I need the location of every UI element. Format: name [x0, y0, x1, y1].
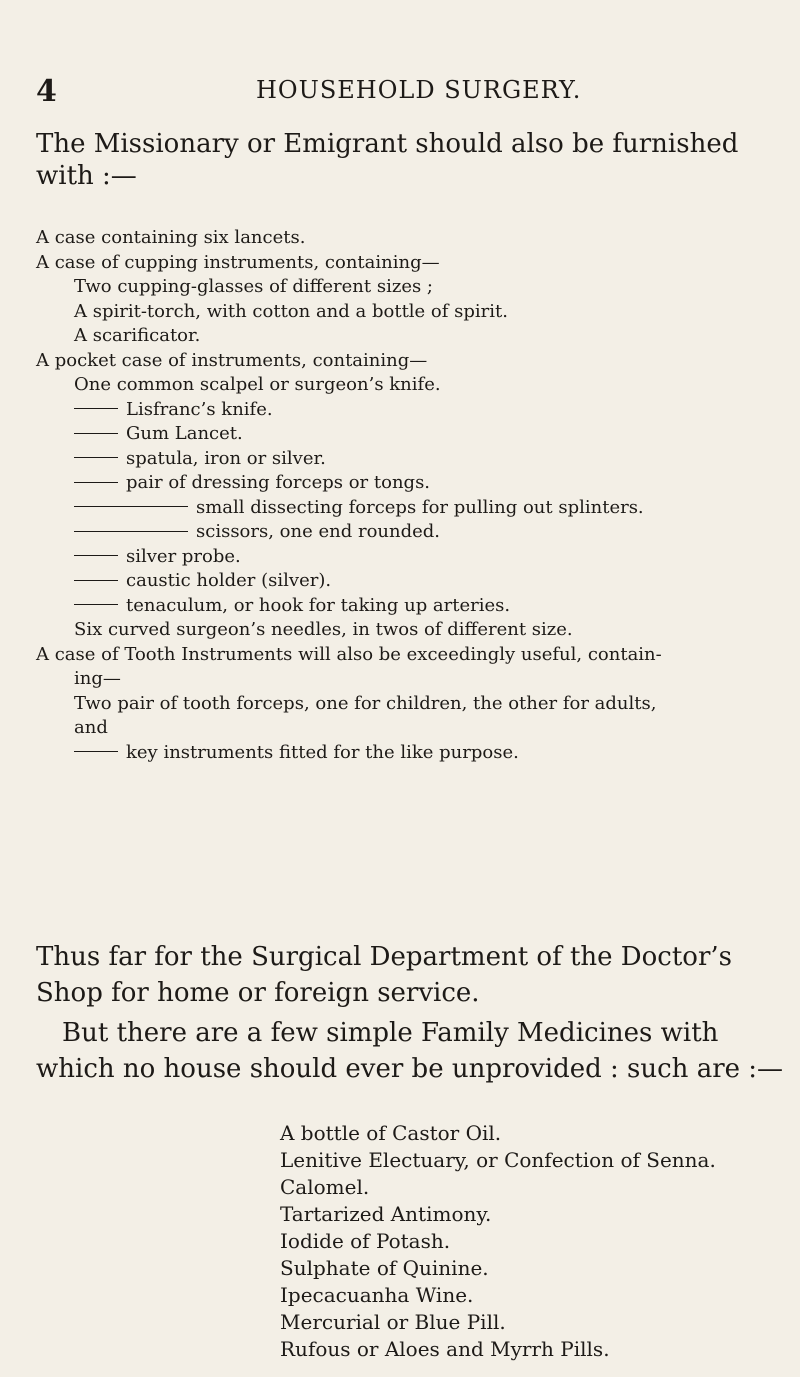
page-number: 4 — [36, 74, 58, 109]
list-item-text: scissors, one end rounded. — [196, 521, 441, 542]
ditto-dash — [74, 482, 118, 483]
list-item — [36, 324, 776, 349]
paragraph-line: But there are a few simple Family Medicines with — [62, 1018, 719, 1048]
list-item-text: Lisfranc’s knife. — [126, 398, 273, 420]
intro-line: The Missionary or Emigrant should also be furnished — [36, 129, 739, 159]
medicine-item: Sulphate of Quinine. — [280, 1256, 489, 1280]
list-item — [36, 569, 776, 594]
list-item-text: One common scalpel or surgeon’s knife. — [74, 374, 441, 395]
medicine-item: A bottle of Castor Oil. — [280, 1121, 502, 1145]
list-item — [36, 275, 776, 300]
ditto-dash — [74, 555, 118, 556]
list-item — [36, 422, 776, 447]
list-item — [36, 226, 776, 251]
list-item — [36, 349, 776, 374]
list-item-text: A pocket case of instruments, containing— — [36, 349, 428, 371]
list-item-text: Two pair of tooth forceps, one for children, the other for adults, — [74, 692, 657, 714]
intro-paragraph — [36, 128, 776, 192]
list-item — [36, 398, 776, 423]
list-item-text: Six curved surgeon’s needles, in twos of different size. — [74, 619, 573, 640]
list-item-text: silver probe. — [126, 545, 241, 567]
list-item-text: Two cupping-glasses of different sizes ; — [74, 276, 433, 297]
ditto-dash — [74, 457, 118, 458]
ditto-dash — [74, 531, 188, 532]
ditto-dash — [74, 506, 188, 507]
list-item-text: Gum Lancet. — [126, 423, 243, 444]
medicine-item: Calomel. — [280, 1175, 370, 1199]
ditto-dash — [74, 580, 118, 581]
instrument-list — [36, 226, 776, 765]
list-item — [36, 373, 776, 398]
medicine-item: Iodide of Potash. — [280, 1229, 451, 1253]
list-item — [36, 471, 776, 496]
ditto-dash — [74, 408, 118, 409]
ditto-dash — [74, 751, 118, 752]
paragraph-line: Thus far for the Surgical Department of the Doctor’s — [36, 942, 732, 972]
list-item — [36, 300, 776, 325]
list-item — [36, 667, 776, 692]
intro-line: with :— — [36, 161, 137, 191]
list-item — [36, 520, 776, 545]
list-item-text: key instruments fitted for the like purpose. — [126, 741, 519, 763]
list-item-text: small dissecting forceps for pulling out splinters. — [196, 496, 644, 518]
list-item-text: ing— — [74, 668, 121, 689]
medicine-item: Ipecacuanha Wine. — [280, 1283, 474, 1307]
header-title: HOUSEHOLD SURGERY. — [256, 76, 582, 104]
list-item-text: pair of dressing forceps or tongs. — [126, 472, 431, 493]
list-item — [36, 545, 776, 570]
list-item — [36, 692, 776, 717]
list-item-text: A case containing six lancets. — [36, 227, 306, 248]
list-item — [36, 251, 776, 276]
list-item — [36, 447, 776, 472]
medicine-item: Tartarized Antimony. — [280, 1202, 492, 1226]
medicine-item: Lenitive Electuary, or Confection of Senna. — [280, 1148, 716, 1172]
list-item-text: tenaculum, or hook for taking up arteries. — [126, 594, 511, 616]
medicine-list — [280, 1120, 780, 1363]
paragraph-line: which no house should ever be unprovided : such are :— — [36, 1054, 784, 1084]
paragraph-line: Shop for home or foreign service. — [36, 978, 480, 1008]
list-item — [36, 716, 776, 741]
list-item — [36, 741, 776, 766]
medicine-item: Rufous or Aloes and Myrrh Pills. — [280, 1337, 610, 1361]
list-item — [36, 594, 776, 619]
list-item-text: caustic holder (silver). — [126, 570, 332, 591]
ditto-dash — [74, 604, 118, 605]
running-header — [0, 74, 800, 109]
list-item-text: A case of cupping instruments, containing— — [36, 251, 440, 273]
list-item — [36, 618, 776, 643]
ditto-dash — [74, 433, 118, 434]
medicine-item: Mercurial or Blue Pill. — [280, 1310, 506, 1334]
list-item-text: A spirit-torch, with cotton and a bottle of spirit. — [74, 300, 508, 322]
list-item-text: and — [74, 717, 108, 738]
list-item-text: A case of Tooth Instruments will also be exceedingly useful, contain- — [36, 643, 662, 665]
list-item — [36, 643, 776, 668]
list-item-text: A scarificator. — [74, 325, 201, 346]
list-item — [36, 496, 776, 521]
list-item-text: spatula, iron or silver. — [126, 447, 326, 469]
